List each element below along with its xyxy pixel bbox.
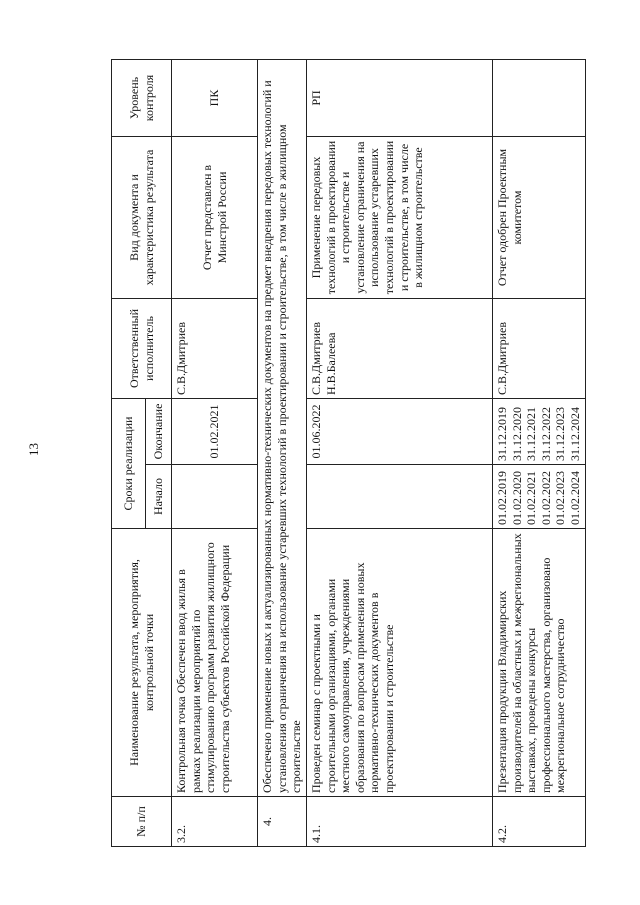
header-name: Наименование результата, мероприятия, контрольной точки xyxy=(112,529,172,797)
row-3-2-name: Контрольная точка Обеспечен ввод жилья в рамках реализации мероприятий по стимулированию программ развития жилищного строительства субъектов Российской Федерации xyxy=(172,529,258,797)
row-4-2-end: 31.12.2019 xyxy=(494,407,509,461)
row-3-2-level: ПК xyxy=(172,60,258,137)
row-4-2-ends xyxy=(492,399,585,465)
row-4-2-start: 01.02.2022 xyxy=(538,471,553,525)
row-4-2-start: 01.02.2023 xyxy=(553,471,568,525)
row-4-1-name: Проведен семинар с проектными и строительными организациями, органами местного самоуправления, учреждениями образования по вопросам применения новых нормативно-технических документов в проектировании и строительстве xyxy=(306,529,492,797)
rotated-table-wrapper xyxy=(111,60,582,847)
row-4-1-start xyxy=(306,465,492,529)
page-number: 13 xyxy=(26,443,41,456)
row-3-2-num: 3.2. xyxy=(172,797,258,847)
row-4-2-start: 01.02.2021 xyxy=(524,471,539,525)
header-level: Уровень контроля xyxy=(112,60,172,137)
header-start: Начало xyxy=(146,465,172,529)
header-end: Окончание xyxy=(146,399,172,465)
row-4-2-name: Презентация продукции Владимирских производителей на областных и межрегиональных выставках, проведены конкурсы профессионального мастерства, организовано межрегиональное сотрудничество xyxy=(492,529,585,797)
row-3-2-doc: Отчет представлен в Минстрой России xyxy=(172,137,258,299)
row-4-name: Обеспечено применение новых и актуализированных нормативно-технических документов на предмет внедрения передовых технологий и установления ограничения на использование устаревших технологий в проектировании и строительстве, в том числе в жилищном строительстве xyxy=(258,60,307,797)
header-terms: Сроки реализации xyxy=(112,399,146,529)
table-row xyxy=(172,60,258,847)
table-header-row xyxy=(112,60,146,847)
table-row xyxy=(306,60,492,847)
row-4-2-start: 01.02.2020 xyxy=(509,471,524,525)
header-doc: Вид документа и характеристика результата xyxy=(112,137,172,299)
row-4-2-start: 01.02.2019 xyxy=(494,471,509,525)
row-4-2-responsible: С.В.Дмитриев xyxy=(492,299,585,399)
row-3-2-end: 01.02.2021 xyxy=(172,399,258,465)
row-4-2-end: 31.12.2021 xyxy=(524,407,539,461)
row-4-2-starts xyxy=(492,465,585,529)
row-4-1-level: РП xyxy=(306,60,492,137)
row-4-2-level xyxy=(492,60,585,137)
row-4-2-end: 31.12.2022 xyxy=(538,407,553,461)
table-row xyxy=(492,60,585,847)
row-4-2-end: 31.12.2024 xyxy=(568,407,582,461)
row-4-2-num: 4.2. xyxy=(492,797,585,847)
row-3-2-responsible: С.В.Дмитриев xyxy=(172,299,258,399)
row-4-2-end: 31.12.2020 xyxy=(509,407,524,461)
table-row xyxy=(258,60,307,847)
row-4-2-start: 01.02.2024 xyxy=(568,471,582,525)
row-3-2-start xyxy=(172,465,258,529)
row-4-1-end: 01.06.2022 xyxy=(306,399,492,465)
plan-table xyxy=(111,59,586,847)
row-4-2-end: 31.12.2023 xyxy=(553,407,568,461)
header-responsible: Ответственный исполнитель xyxy=(112,299,172,399)
row-4-num: 4. xyxy=(258,797,307,847)
header-num: № п/п xyxy=(112,797,172,847)
row-4-1-responsible: С.В.Дмитриев Н.В.Балеева xyxy=(306,299,492,399)
row-4-1-num: 4.1. xyxy=(306,797,492,847)
row-4-1-doc: Применение передовых технологий в проектировании и строительстве и установление ограничения на использование устаревших технологий в проектировании и строительстве, в том числе в жилищном строительстве xyxy=(306,137,492,299)
row-4-2-doc: Отчет одобрен Проектным комитетом xyxy=(492,137,585,299)
